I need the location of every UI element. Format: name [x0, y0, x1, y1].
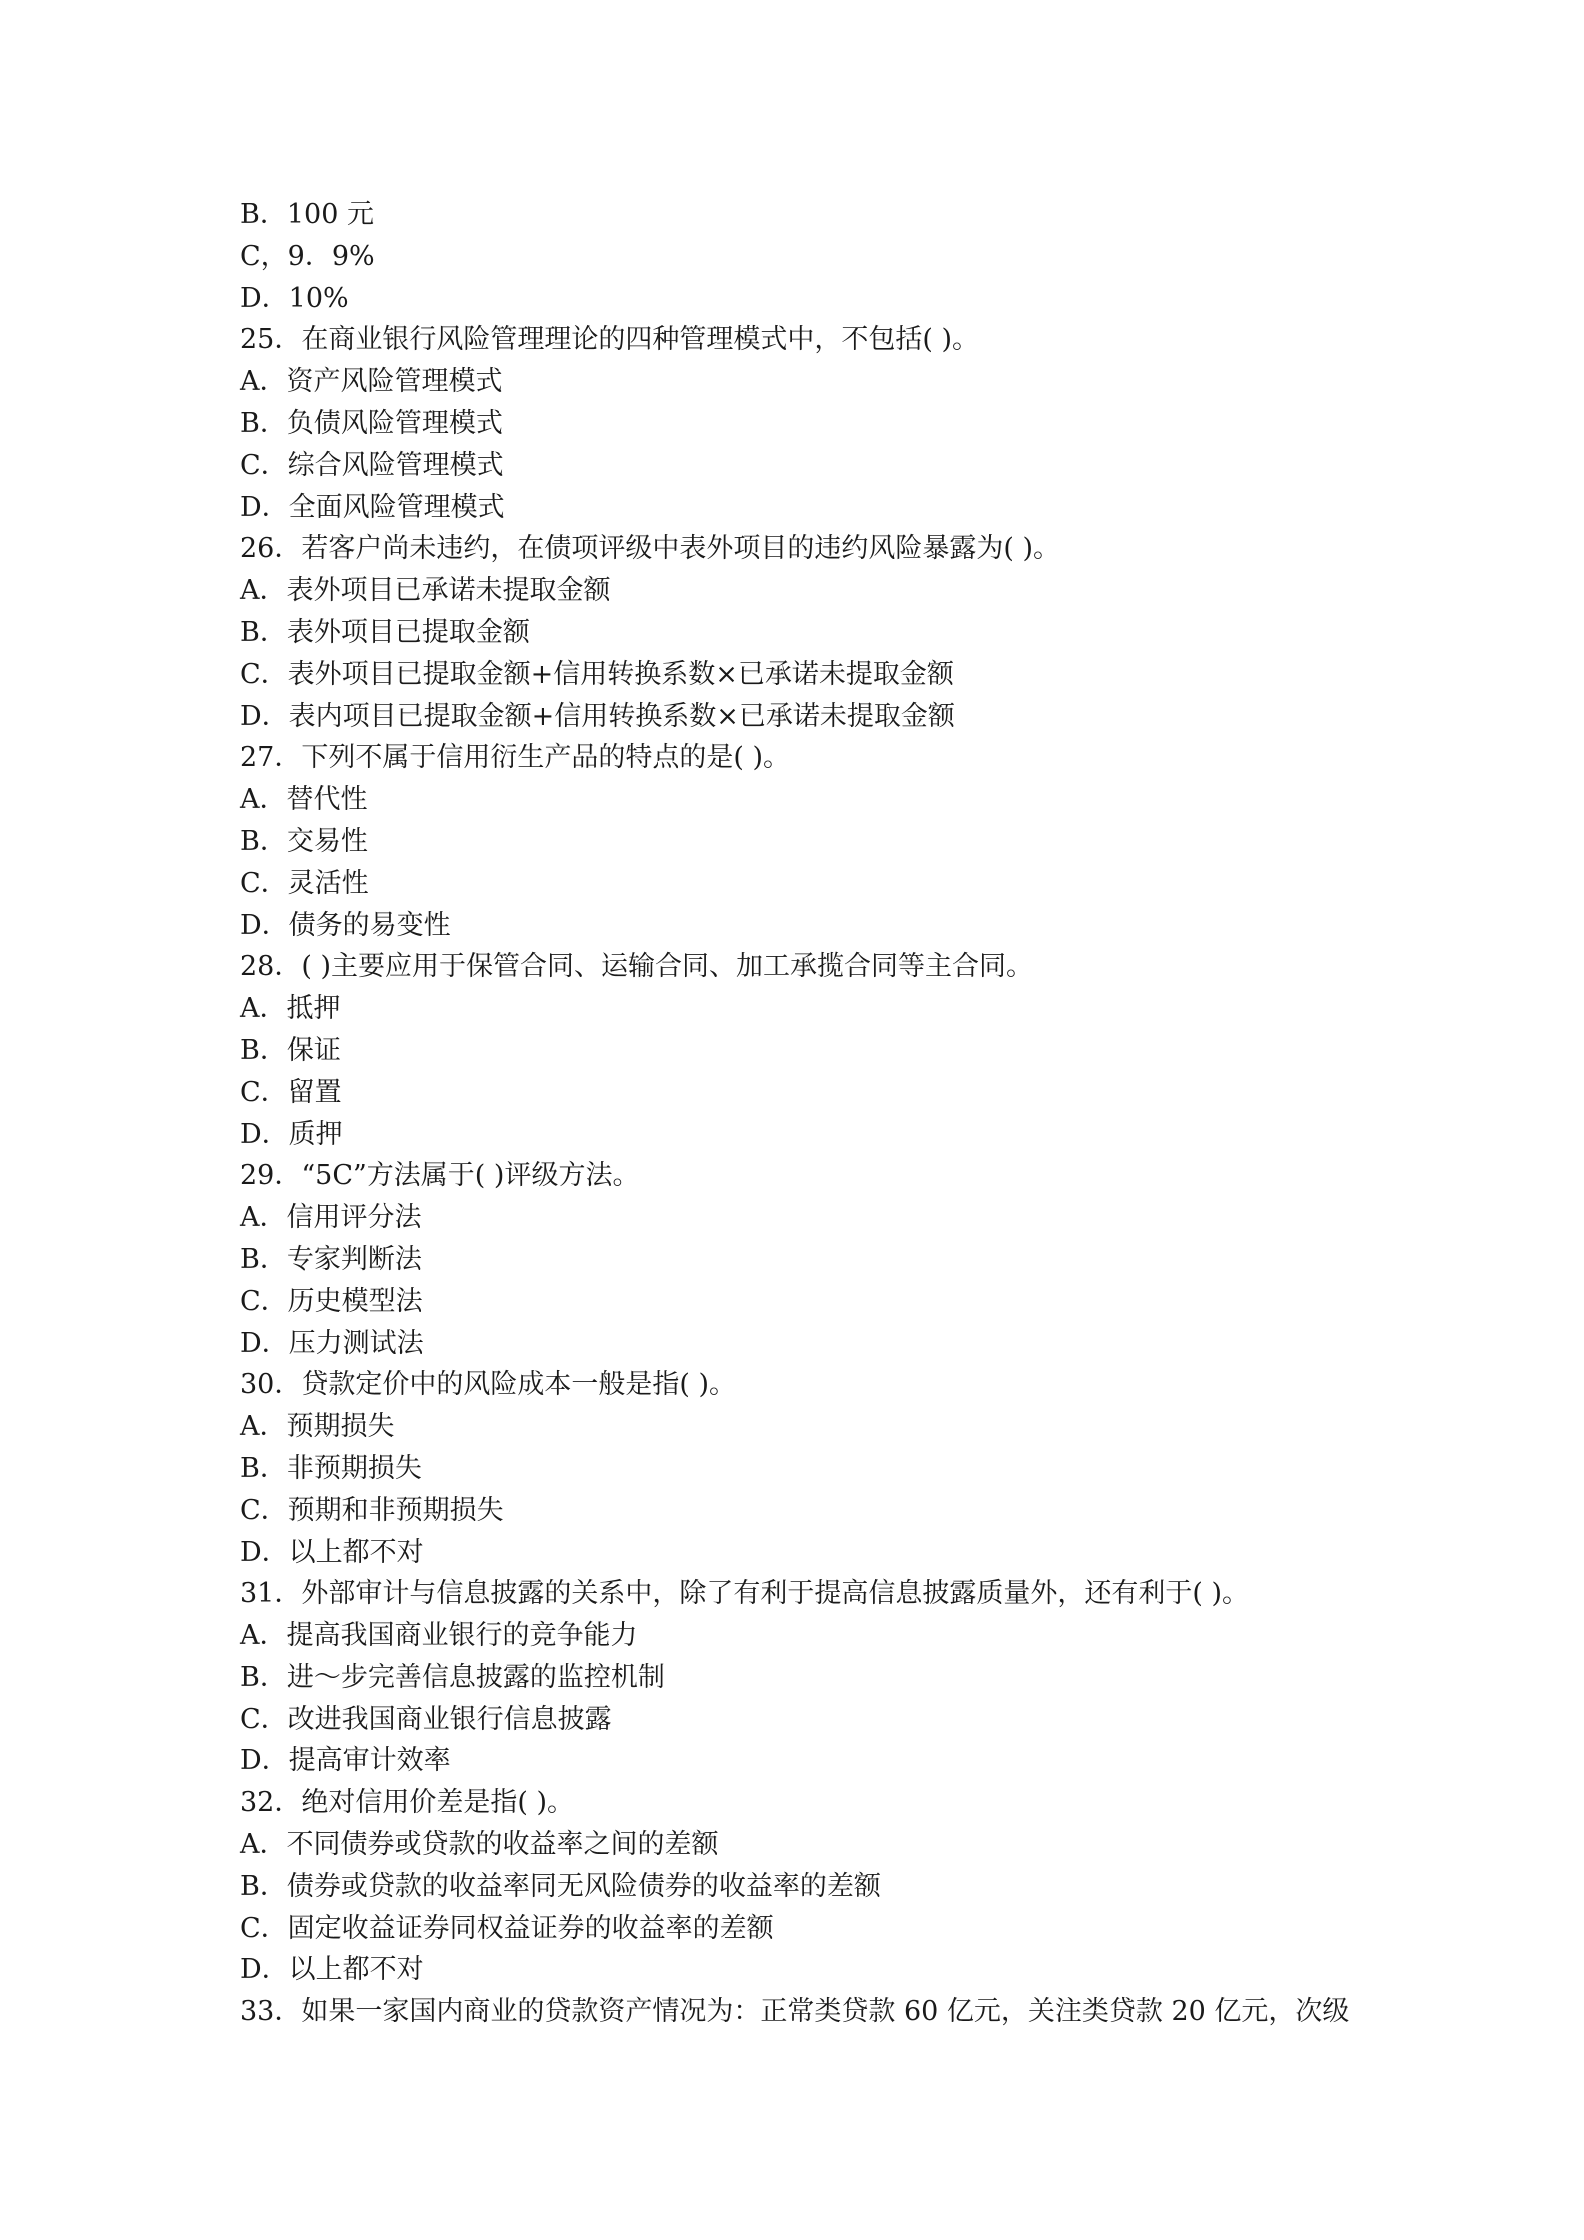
question-30-option-b: B．非预期损失 — [240, 1452, 422, 1484]
question-32-option-c: C．固定收益证券同权益证券的收益率的差额 — [240, 1912, 774, 1944]
question-32-option-a: A．不同债券或贷款的收益率之间的差额 — [240, 1829, 719, 1861]
question-28-option-c: C．留置 — [240, 1076, 342, 1108]
question-28: 28．( )主要应用于保管合同、运输合同、加工承揽合同等主合同。 — [240, 951, 1034, 983]
question-32: 32．绝对信用价差是指( )。 — [240, 1787, 575, 1819]
question-31-option-a: A．提高我国商业银行的竞争能力 — [240, 1620, 638, 1652]
question-30: 30．贷款定价中的风险成本一般是指( )。 — [240, 1369, 737, 1401]
question-26-option-d: D．表内项目已提取金额+信用转换系数×已承诺未提取金额 — [240, 700, 955, 732]
question-25-option-a: A．资产风险管理模式 — [240, 366, 503, 398]
question-31: 31．外部审计与信息披露的关系中，除了有利于提高信息披露质量外，还有利于( )。 — [240, 1578, 1250, 1610]
question-25: 25．在商业银行风险管理理论的四种管理模式中，不包括( )。 — [240, 324, 980, 356]
option-c-9-9-percent: C，9．9% — [240, 240, 375, 272]
question-27-option-a: A．替代性 — [240, 784, 368, 816]
question-27-option-b: B．交易性 — [240, 825, 368, 857]
question-27-option-d: D．债务的易变性 — [240, 909, 451, 941]
option-b-100-yuan: B．100 元 — [240, 199, 374, 230]
question-25-option-c: C．综合风险管理模式 — [240, 449, 504, 481]
question-30-option-d: D．以上都不对 — [240, 1536, 424, 1568]
question-29-option-a: A．信用评分法 — [240, 1202, 422, 1234]
question-29: 29．“5C”方法属于( )评级方法。 — [240, 1160, 640, 1192]
question-32-option-b: B．债券或贷款的收益率同无风险债券的收益率的差额 — [240, 1870, 881, 1902]
question-30-option-a: A．预期损失 — [240, 1411, 395, 1443]
question-28-option-a: A．抵押 — [240, 993, 341, 1025]
question-27-option-c: C．灵活性 — [240, 867, 369, 899]
question-26-option-b: B．表外项目已提取金额 — [240, 616, 530, 648]
question-28-option-b: B．保证 — [240, 1034, 341, 1066]
question-31-option-d: D．提高审计效率 — [240, 1745, 451, 1777]
question-29-option-d: D．压力测试法 — [240, 1327, 424, 1359]
question-30-option-c: C．预期和非预期损失 — [240, 1494, 504, 1526]
question-29-option-c: C．历史模型法 — [240, 1285, 423, 1317]
option-d-10-percent: D．10% — [240, 282, 349, 314]
question-31-option-b: B．进～步完善信息披露的监控机制 — [240, 1661, 665, 1693]
question-31-option-c: C．改进我国商业银行信息披露 — [240, 1703, 612, 1735]
question-25-option-b: B．负债风险管理模式 — [240, 407, 503, 439]
question-29-option-b: B．专家判断法 — [240, 1243, 422, 1275]
question-28-option-d: D．质押 — [240, 1118, 343, 1150]
question-26-option-c: C．表外项目已提取金额+信用转换系数×已承诺未提取金额 — [240, 658, 954, 690]
question-25-option-d: D．全面风险管理模式 — [240, 491, 505, 523]
question-26-option-a: A．表外项目已承诺未提取金额 — [240, 575, 611, 607]
question-33: 33．如果一家国内商业的贷款资产情况为：正常类贷款 60 亿元，关注类贷款 20 亿元，次级 — [240, 1996, 1350, 2028]
question-27: 27．下列不属于信用衍生产品的特点的是( )。 — [240, 742, 791, 774]
question-text-block — [240, 194, 1380, 2033]
question-32-option-d: D．以上都不对 — [240, 1954, 424, 1986]
question-26: 26．若客户尚未违约，在债项评级中表外项目的违约风险暴露为( )。 — [240, 533, 1061, 565]
